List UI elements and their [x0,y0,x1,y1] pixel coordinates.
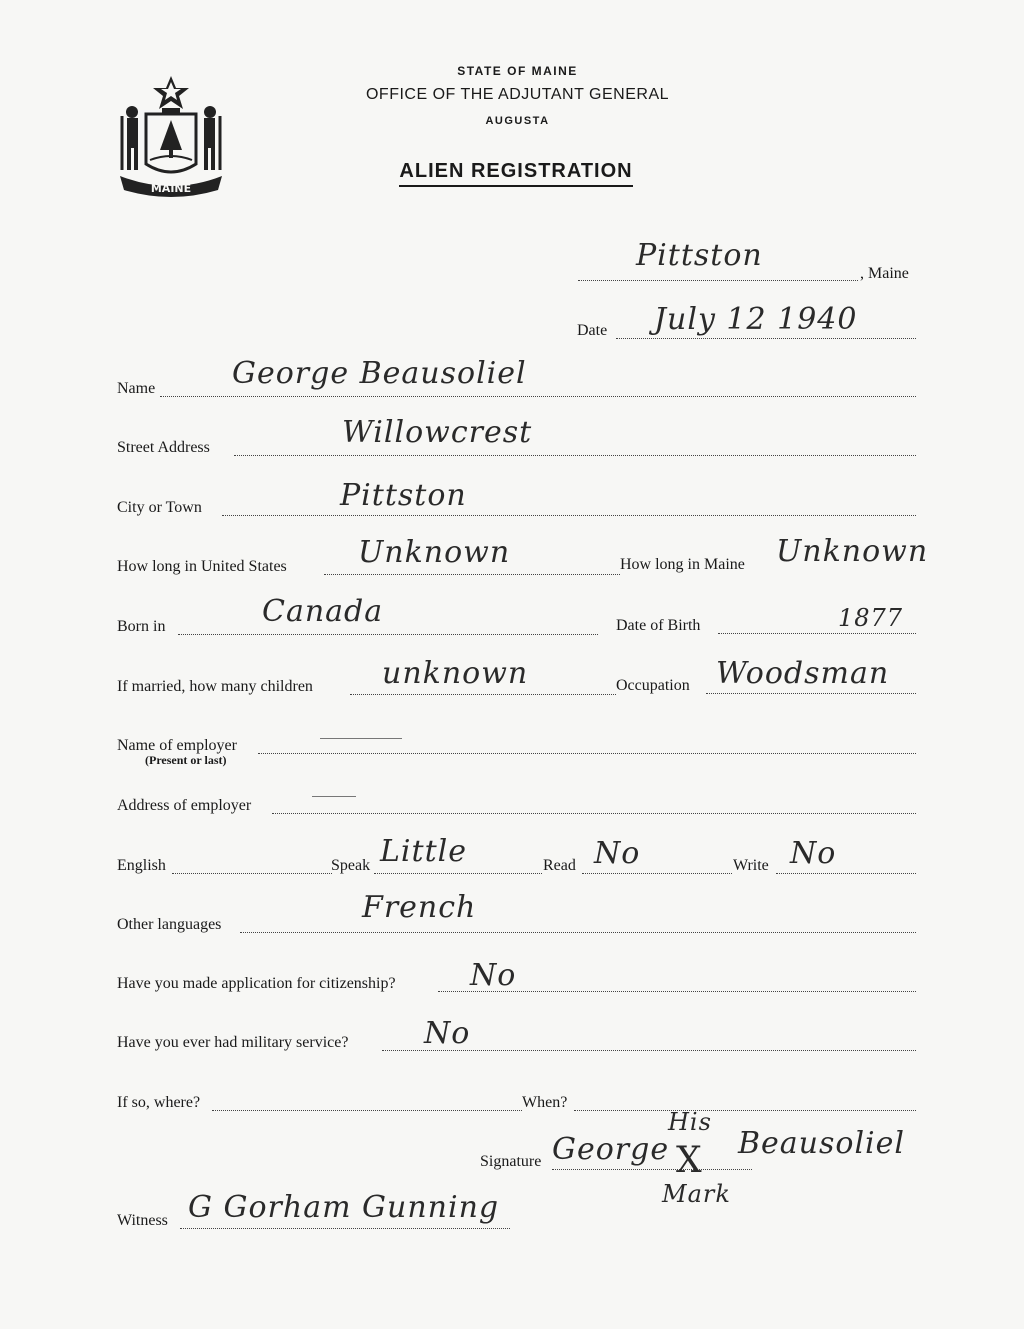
name-value: George Beausoliel [232,356,527,391]
place-town-value: Pittston [636,238,763,273]
signature-mark: Mark [662,1180,731,1208]
city-label: City or Town [117,499,202,516]
employer-name-label: Name of employer [117,737,237,754]
signature-label: Signature [480,1153,542,1170]
name-line [160,396,916,397]
read-label: Read [543,857,576,874]
place-line [578,280,858,281]
street-value: Willowcrest [342,415,533,450]
write-value: No [790,836,837,871]
speak-value: Little [380,834,467,869]
us-duration-value: Unknown [358,535,511,570]
english-line [172,873,332,874]
employer-name-sublabel: (Present or last) [145,753,227,767]
form-title: ALIEN REGISTRATION [376,160,656,183]
maine-state-seal-icon [112,72,230,202]
born-in-value: Canada [262,594,384,629]
employer-address-blank-stroke [312,796,356,797]
when-line [574,1110,916,1111]
svg-text:MAINE: MAINE [150,182,192,195]
us-duration-line [324,574,620,575]
street-label: Street Address [117,439,210,456]
maine-duration-label: How long in Maine [620,556,745,573]
military-label: Have you ever had military service? [117,1034,349,1051]
other-languages-label: Other languages [117,916,222,933]
witness-line [180,1228,510,1229]
other-languages-line [240,932,916,933]
occupation-line [706,693,916,694]
signature-line [552,1169,752,1170]
state-heading: STATE OF MAINE [457,64,578,78]
employer-name-line [258,753,916,754]
witness-value: G Gorham Gunning [188,1190,500,1225]
name-label: Name [117,380,156,397]
place-state-label: , Maine [860,265,909,282]
maine-duration-value: Unknown [776,534,929,569]
when-label: When? [522,1094,568,1111]
witness-label: Witness [117,1212,168,1229]
citizenship-label: Have you made application for citizenship? [117,975,396,992]
military-value: No [424,1016,471,1051]
date-line [616,338,916,339]
signature-first-name: George [552,1132,670,1167]
occupation-value: Woodsman [716,656,890,691]
speak-line [374,873,542,874]
english-label: English [117,857,166,874]
birth-date-value: 1877 [838,604,904,632]
read-line [582,873,732,874]
children-value: unknown [382,656,529,691]
children-line [350,694,616,695]
speak-label: Speak [331,857,371,874]
employer-name-blank-stroke [320,738,402,739]
office-heading: OFFICE OF THE ADJUTANT GENERAL [365,86,670,103]
born-in-label: Born in [117,618,166,635]
write-label: Write [733,857,769,874]
birth-date-label: Date of Birth [616,617,701,634]
city-line [222,515,916,516]
employer-address-line [272,813,916,814]
signature-his: His [668,1108,712,1136]
employer-address-label: Address of employer [117,797,252,814]
other-languages-value: French [362,890,477,925]
citizenship-value: No [470,958,517,993]
us-duration-label: How long in United States [117,558,287,575]
date-value: July 12 1940 [654,302,858,337]
write-line [776,873,916,874]
children-label: If married, how many children [117,678,313,695]
read-value: No [594,836,641,871]
street-line [234,455,916,456]
signature-mark-symbol: X [676,1140,703,1181]
signature-last-name: Beausoliel [738,1126,906,1161]
city-heading: AUGUSTA [485,115,550,127]
birth-date-line [718,633,916,634]
city-value: Pittston [340,478,467,513]
occupation-label: Occupation [616,677,690,694]
date-label: Date [577,322,608,339]
where-line [212,1110,522,1111]
where-label: If so, where? [117,1094,201,1111]
born-in-line [178,634,598,635]
